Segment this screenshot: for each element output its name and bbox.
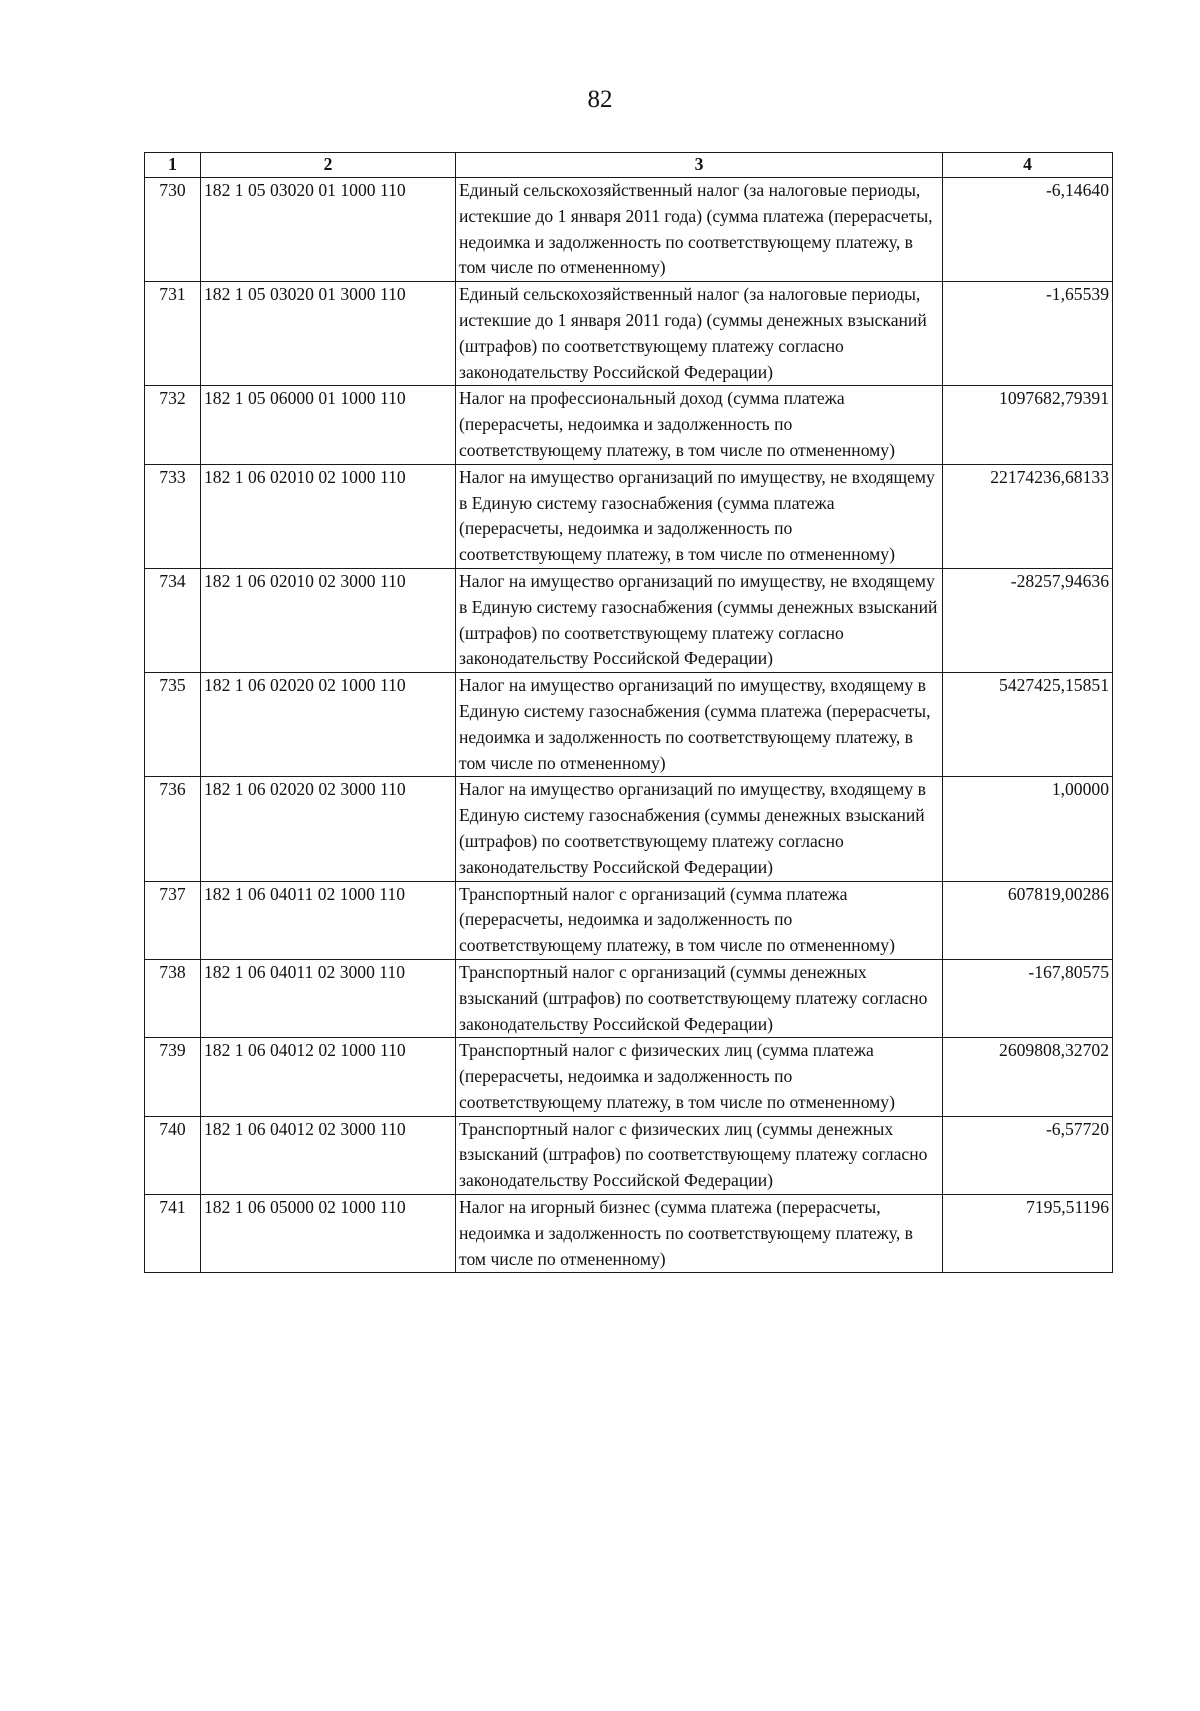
budget-code: 182 1 05 03020 01 1000 110	[201, 178, 456, 282]
income-description: Единый сельскохозяйственный налог (за налоговые периоды, истекшие до 1 января 2011 года) (сумма платежа (перерасчеты, недоимка и задолженность по соответствующему платежу, в том числе по отмененному)	[456, 178, 943, 282]
row-number: 730	[145, 178, 201, 282]
row-number: 739	[145, 1038, 201, 1116]
amount: -1,65539	[943, 282, 1113, 386]
row-number: 735	[145, 673, 201, 777]
budget-table	[144, 152, 1113, 1273]
amount: -167,80575	[943, 959, 1113, 1037]
row-number: 733	[145, 464, 201, 568]
amount: 5427425,15851	[943, 673, 1113, 777]
row-number: 740	[145, 1116, 201, 1194]
amount: -6,14640	[943, 178, 1113, 282]
amount: -6,57720	[943, 1116, 1113, 1194]
table-row	[145, 178, 1113, 282]
income-description: Единый сельскохозяйственный налог (за налоговые периоды, истекшие до 1 января 2011 года) (суммы денежных взысканий (штрафов) по соответствующему платежу согласно законодательству Российской Федерации)	[456, 282, 943, 386]
table-row	[145, 282, 1113, 386]
row-number: 737	[145, 881, 201, 959]
table-row	[145, 777, 1113, 881]
income-description: Налог на имущество организаций по имуществу, входящему в Единую систему газоснабжения (суммы денежных взысканий (штрафов) по соответствующему платежу согласно законодательству Российской Федерации)	[456, 777, 943, 881]
amount: -28257,94636	[943, 568, 1113, 672]
budget-code: 182 1 06 04012 02 3000 110	[201, 1116, 456, 1194]
income-description: Транспортный налог с физических лиц (суммы денежных взысканий (штрафов) по соответствующему платежу согласно законодательству Российской Федерации)	[456, 1116, 943, 1194]
amount: 7195,51196	[943, 1195, 1113, 1273]
table-row	[145, 1038, 1113, 1116]
row-number: 736	[145, 777, 201, 881]
budget-code: 182 1 06 02010 02 3000 110	[201, 568, 456, 672]
income-description: Транспортный налог с организаций (сумма платежа (перерасчеты, недоимка и задолженность по соответствующему платежу, в том числе по отмененному)	[456, 881, 943, 959]
budget-code: 182 1 05 03020 01 3000 110	[201, 282, 456, 386]
income-description: Транспортный налог с организаций (суммы денежных взысканий (штрафов) по соответствующему платежу согласно законодательству Российской Федерации)	[456, 959, 943, 1037]
budget-code: 182 1 06 02020 02 1000 110	[201, 673, 456, 777]
table-row	[145, 959, 1113, 1037]
budget-code: 182 1 06 04011 02 1000 110	[201, 881, 456, 959]
amount: 1097682,79391	[943, 386, 1113, 464]
table-row	[145, 386, 1113, 464]
table-row	[145, 673, 1113, 777]
row-number: 734	[145, 568, 201, 672]
income-description: Налог на имущество организаций по имуществу, не входящему в Единую систему газоснабжения (суммы денежных взысканий (штрафов) по соответствующему платежу согласно законодательству Российской Федерации)	[456, 568, 943, 672]
income-description: Транспортный налог с физических лиц (сумма платежа (перерасчеты, недоимка и задолженность по соответствующему платежу, в том числе по отмененному)	[456, 1038, 943, 1116]
row-number: 732	[145, 386, 201, 464]
amount: 22174236,68133	[943, 464, 1113, 568]
amount: 2609808,32702	[943, 1038, 1113, 1116]
column-header-2: 2	[201, 153, 456, 178]
table-row	[145, 881, 1113, 959]
income-description: Налог на имущество организаций по имуществу, не входящему в Единую систему газоснабжения (сумма платежа (перерасчеты, недоимка и задолженность по соответствующему платежу, в том числе по отмененному)	[456, 464, 943, 568]
page-number: 82	[587, 86, 613, 113]
amount: 1,00000	[943, 777, 1113, 881]
budget-code: 182 1 06 02020 02 3000 110	[201, 777, 456, 881]
table-row	[145, 1195, 1113, 1273]
row-number: 738	[145, 959, 201, 1037]
budget-code: 182 1 06 04011 02 3000 110	[201, 959, 456, 1037]
budget-code: 182 1 06 02010 02 1000 110	[201, 464, 456, 568]
table-row	[145, 568, 1113, 672]
amount: 607819,00286	[943, 881, 1113, 959]
row-number: 741	[145, 1195, 201, 1273]
row-number: 731	[145, 282, 201, 386]
budget-code: 182 1 06 05000 02 1000 110	[201, 1195, 456, 1273]
income-description: Налог на игорный бизнес (сумма платежа (перерасчеты, недоимка и задолженность по соответствующему платежу, в том числе по отмененному)	[456, 1195, 943, 1273]
budget-code: 182 1 05 06000 01 1000 110	[201, 386, 456, 464]
income-description: Налог на имущество организаций по имуществу, входящему в Единую систему газоснабжения (сумма платежа (перерасчеты, недоимка и задолженность по соответствующему платежу, в том числе по отмененному)	[456, 673, 943, 777]
table-header-row	[145, 153, 1113, 178]
income-description: Налог на профессиональный доход (сумма платежа (перерасчеты, недоимка и задолженность по соответствующему платежу, в том числе по отмененному)	[456, 386, 943, 464]
column-header-3: 3	[456, 153, 943, 178]
column-header-4: 4	[943, 153, 1113, 178]
table-row	[145, 1116, 1113, 1194]
budget-code: 182 1 06 04012 02 1000 110	[201, 1038, 456, 1116]
column-header-1: 1	[145, 153, 201, 178]
table-row	[145, 464, 1113, 568]
